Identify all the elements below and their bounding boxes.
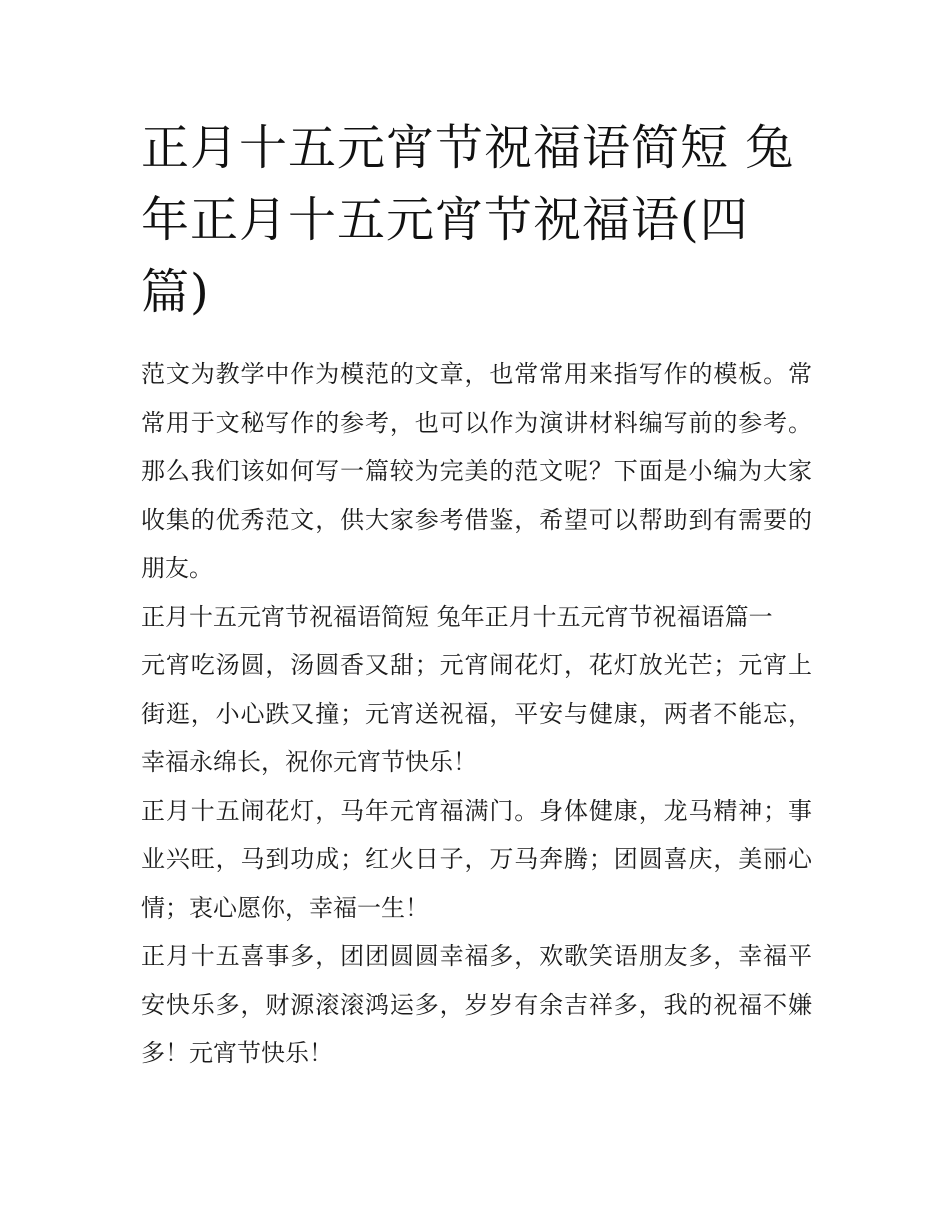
blessing-paragraph-3: 正月十五喜事多，团团圆圆幸福多，欢歌笑语朋友多，幸福平安快乐多，财源滚滚鸿运多，岁岁有余吉祥多，我的祝福不嫌多！元宵节快乐！ xyxy=(141,942,812,1067)
document-body xyxy=(141,350,812,1078)
section-heading: 正月十五元宵节祝福语简短 兔年正月十五元宵节祝福语篇一 xyxy=(141,602,773,631)
blessing-paragraph-1: 元宵吃汤圆，汤圆香又甜；元宵闹花灯，花灯放光芒；元宵上街逛，小心跌又撞；元宵送祝福，平安与健康，两者不能忘，幸福永绵长，祝你元宵节快乐！ xyxy=(141,651,812,776)
blessing-paragraph-2: 正月十五闹花灯，马年元宵福满门。身体健康，龙马精神；事业兴旺，马到功成；红火日子，万马奔腾；团圆喜庆，美丽心情；衷心愿你，幸福一生！ xyxy=(141,796,812,922)
intro-paragraph: 范文为教学中作为模范的文章，也常常用来指写作的模板。常常用于文秘写作的参考，也可以作为演讲材料编写前的参考。那么我们该如何写一篇较为完美的范文呢？下面是小编为大家收集的优秀范文，供大家参考借鉴，希望可以帮助到有需要的朋友。 xyxy=(141,360,812,582)
document-title: 正月十五元宵节祝福语简短 兔年正月十五元宵节祝福语(四篇) xyxy=(141,120,795,320)
